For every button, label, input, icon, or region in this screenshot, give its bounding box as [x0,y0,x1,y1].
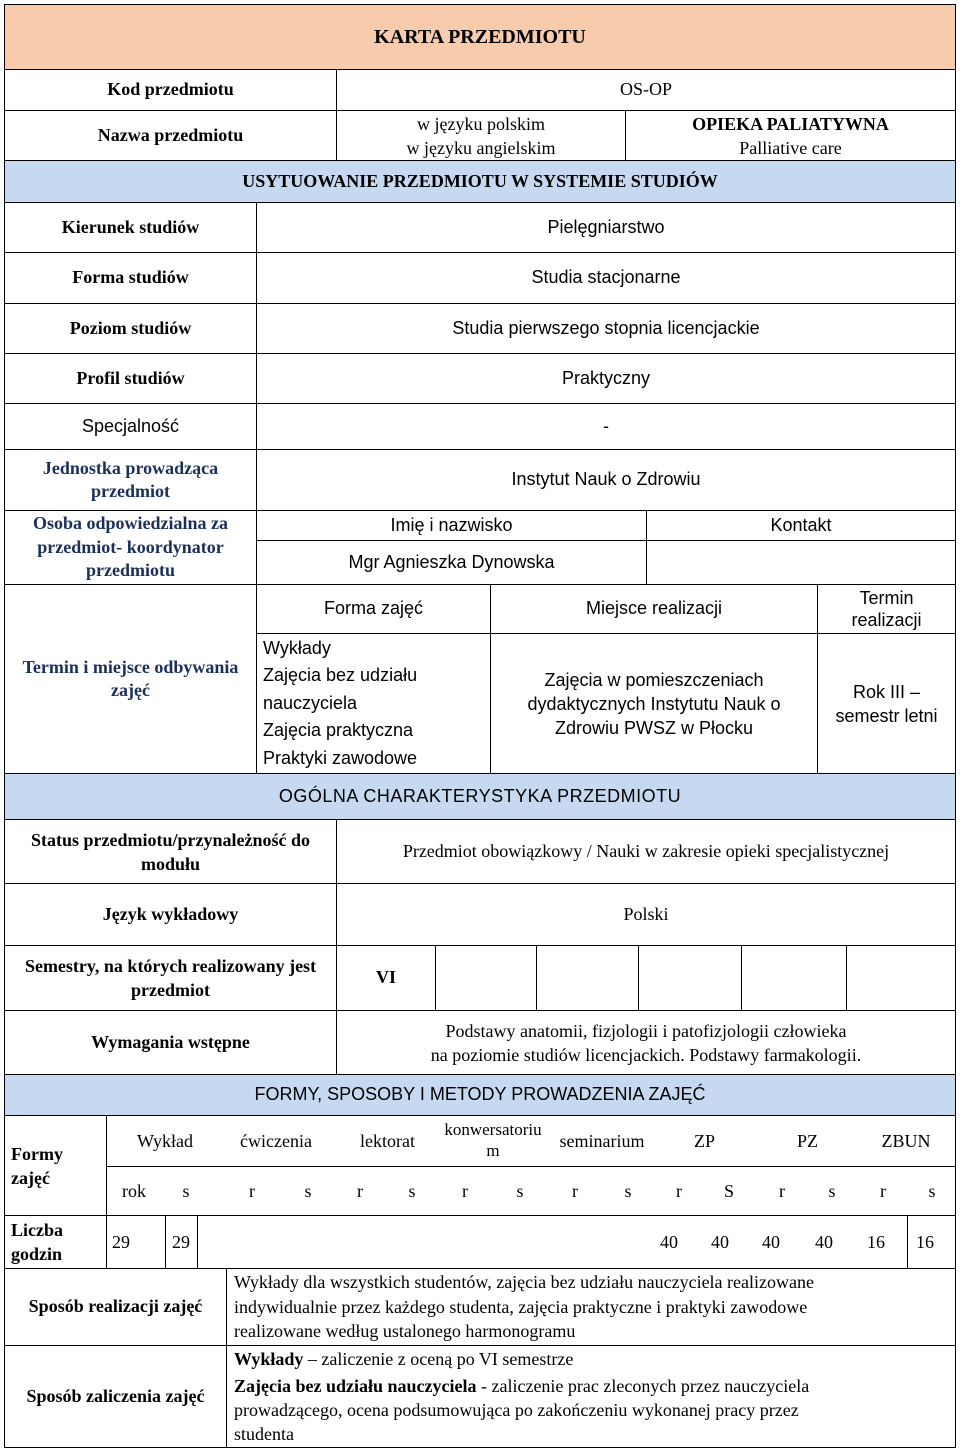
forma-studiow-label: Forma studiów [4,252,257,304]
nazwa-pl-value: OPIEKA PALIATYWNA [692,113,889,134]
jednostka-label: Jednostka prowadząca przedmiot [4,449,257,511]
section-ogolna: OGÓLNA CHARAKTERYSTYKA PRZEDMIOTU [4,773,956,820]
rok-label: rok [122,1181,146,1201]
sub-header: S [723,1181,734,1201]
form-header-zp: ZP [693,1131,715,1151]
sub-header: r [779,1181,785,1201]
poziom-label: Poziom studiów [4,303,257,354]
semestr-cell [741,945,847,1011]
forma-item: Zajęcia praktyczna [263,720,414,741]
zaliczenie-zajecia-text: - zaliczenie prac zleconych przez nauczyciela [476,1376,810,1396]
poziom-value: Studia pierwszego stopnia licencjackie [256,303,956,354]
wymagania-line: na poziomie studiów licencjackich. Podstawy farmakologii. [430,1044,862,1065]
miejsce-label: Miejsce realizacji [490,584,818,634]
sub-header: r [880,1181,886,1201]
sposob-zaliczenia-value [226,1345,956,1448]
form-header-konwersatorium: konwersatorium [444,1120,542,1160]
sub-header: r [462,1181,468,1201]
realizacji-line: Wykłady dla wszystkich studentów, zajęcia bez udziału nauczyciela realizowane [234,1272,814,1293]
hours-value: 16 [916,1232,934,1252]
wymagania-line: Podstawy anatomii, fizjologii i patofizjologii człowieka [445,1020,847,1041]
sub-header: s [928,1181,936,1201]
sub-header: s [304,1181,312,1201]
semestr-cell [846,945,956,1011]
hours-value: 29 [112,1232,130,1252]
osoba-label: Osoba odpowiedzialna za przedmiot- koordynator przedmiotu [4,510,257,585]
hours-value: 16 [867,1232,885,1252]
grid-line [197,1215,198,1269]
semestr-cell: VI [336,945,436,1011]
sub-header: s [182,1181,190,1201]
card-title: KARTA PRZEDMIOTU [4,4,956,70]
jezyk-label: Język wykładowy [4,883,337,946]
semestr-cell [638,945,742,1011]
semestr-cell [536,945,639,1011]
realizacji-line: realizowane według ustalonego harmonogramu [234,1321,576,1342]
miejsce-value: Zajęcia w pomieszczeniach dydaktycznych Instytutu Nauk o Zdrowiu PWSZ w Płocku [490,633,818,774]
forma-item: Zajęcia bez udziału [263,665,418,686]
form-header-zbun: ZBUN [881,1131,931,1151]
form-header-seminarium: seminarium [559,1131,645,1151]
zaliczenie-line: prowadzącego, ocena podsumowująca po zakończeniu wykonanej pracy przez [234,1400,799,1420]
status-value: Przedmiot obowiązkowy / Nauki w zakresie opieki specjalistycznej [336,819,956,884]
forma-item: nauczyciela [263,692,358,713]
form-header-lektorat: lektorat [360,1131,415,1151]
nazwa-en-value: Palliative care [739,137,842,158]
specjalnosc-value: - [256,403,956,450]
form-header-cwiczenia: ćwiczenia [240,1131,312,1151]
kierunek-value: Pielęgniarstwo [256,202,956,253]
form-header-wyklad: Wykład [137,1131,193,1151]
hours-value: 40 [711,1232,729,1252]
nazwa-values [625,110,956,161]
zaliczenie-wyklady-bold: Wykłady [234,1349,304,1369]
grid-line [106,1166,956,1167]
sub-header: r [572,1181,578,1201]
sub-header: s [828,1181,836,1201]
semestry-label: Semestry, na których realizowany jest przedmiot [4,945,337,1011]
sposob-realizacji-label: Sposób realizacji zajęć [4,1268,227,1346]
sub-header: s [408,1181,416,1201]
hours-value: 40 [660,1232,678,1252]
jezyk-value: Polski [336,883,956,946]
grid-line [165,1215,166,1269]
grid-line [907,1215,908,1269]
grid-line [106,1215,956,1216]
forma-studiow-value: Studia stacjonarne [256,252,956,304]
semestr-cell [435,945,537,1011]
kod-value: OS-OP [336,69,956,111]
kontakt-value [646,540,956,585]
nazwa-en-label: w języku angielskim [406,137,556,158]
kontakt-label: Kontakt [646,510,956,541]
zaliczenie-line: studenta [234,1424,294,1444]
nazwa-label: Nazwa przedmiotu [4,110,337,161]
section-usytuowanie: USYTUOWANIE PRZEDMIOTU W SYSTEMIE STUDIÓW [4,160,956,203]
kierunek-label: Kierunek studiów [4,202,257,253]
wymagania-value [336,1010,956,1075]
sub-header: r [357,1181,363,1201]
wymagania-label: Wymagania wstępne [4,1010,337,1075]
termin-label: Termin i miejsce odbywania zajęć [4,584,257,774]
formy-label: Formy zajęć [4,1115,107,1216]
forma-item: Wykłady [263,637,331,658]
status-label: Status przedmiotu/przynależność do modułu [4,819,337,884]
nazwa-pl-label: w języku polskim [417,113,545,134]
liczba-label: Liczba godzin [4,1215,107,1269]
section-formy: FORMY, SPOSOBY I METODY PROWADZENIA ZAJĘĆ [4,1074,956,1116]
imie-value: Mgr Agnieszka Dynowska [256,540,647,585]
zaliczenie-zajecia-bold: Zajęcia bez udziału nauczyciela [234,1376,477,1396]
hours-value: 40 [815,1232,833,1252]
termin-realizacji-label: Termin realizacji [817,584,956,634]
sub-header: s [624,1181,632,1201]
sub-header: r [676,1181,682,1201]
profil-value: Praktyczny [256,353,956,404]
termin-realizacji-value: Rok III – semestr letni [817,633,956,774]
profil-label: Profil studiów [4,353,257,404]
grid-line [955,1115,956,1269]
hours-value: 40 [762,1232,780,1252]
specjalnosc-label: Specjalność [4,403,257,450]
sub-header: s [516,1181,524,1201]
sub-header: r [249,1181,255,1201]
forma-item: Praktyki zawodowe [263,747,418,768]
hours-value: 29 [172,1232,190,1252]
realizacji-line: indywidualnie przez każdego studenta, zajęcia praktyczne i praktyki zawodowe [234,1296,808,1317]
form-header-pz: PZ [796,1131,818,1151]
kod-label: Kod przedmiotu [4,69,337,111]
zaliczenie-wyklady [234,1347,573,1371]
imie-label: Imię i nazwisko [256,510,647,541]
zaliczenie-zajecia [234,1374,809,1398]
forma-zajec-label: Forma zajęć [256,584,491,634]
zaliczenie-wyklady-text: – zaliczenie z oceną po VI semestrze [303,1349,574,1369]
sposob-zaliczenia-label: Sposób zaliczenia zajęć [4,1345,227,1448]
jednostka-value: Instytut Nauk o Zdrowiu [256,449,956,511]
forma-zajec-list [256,633,491,774]
nazwa-lang-labels [336,110,626,161]
sposob-realizacji-value [226,1268,956,1346]
